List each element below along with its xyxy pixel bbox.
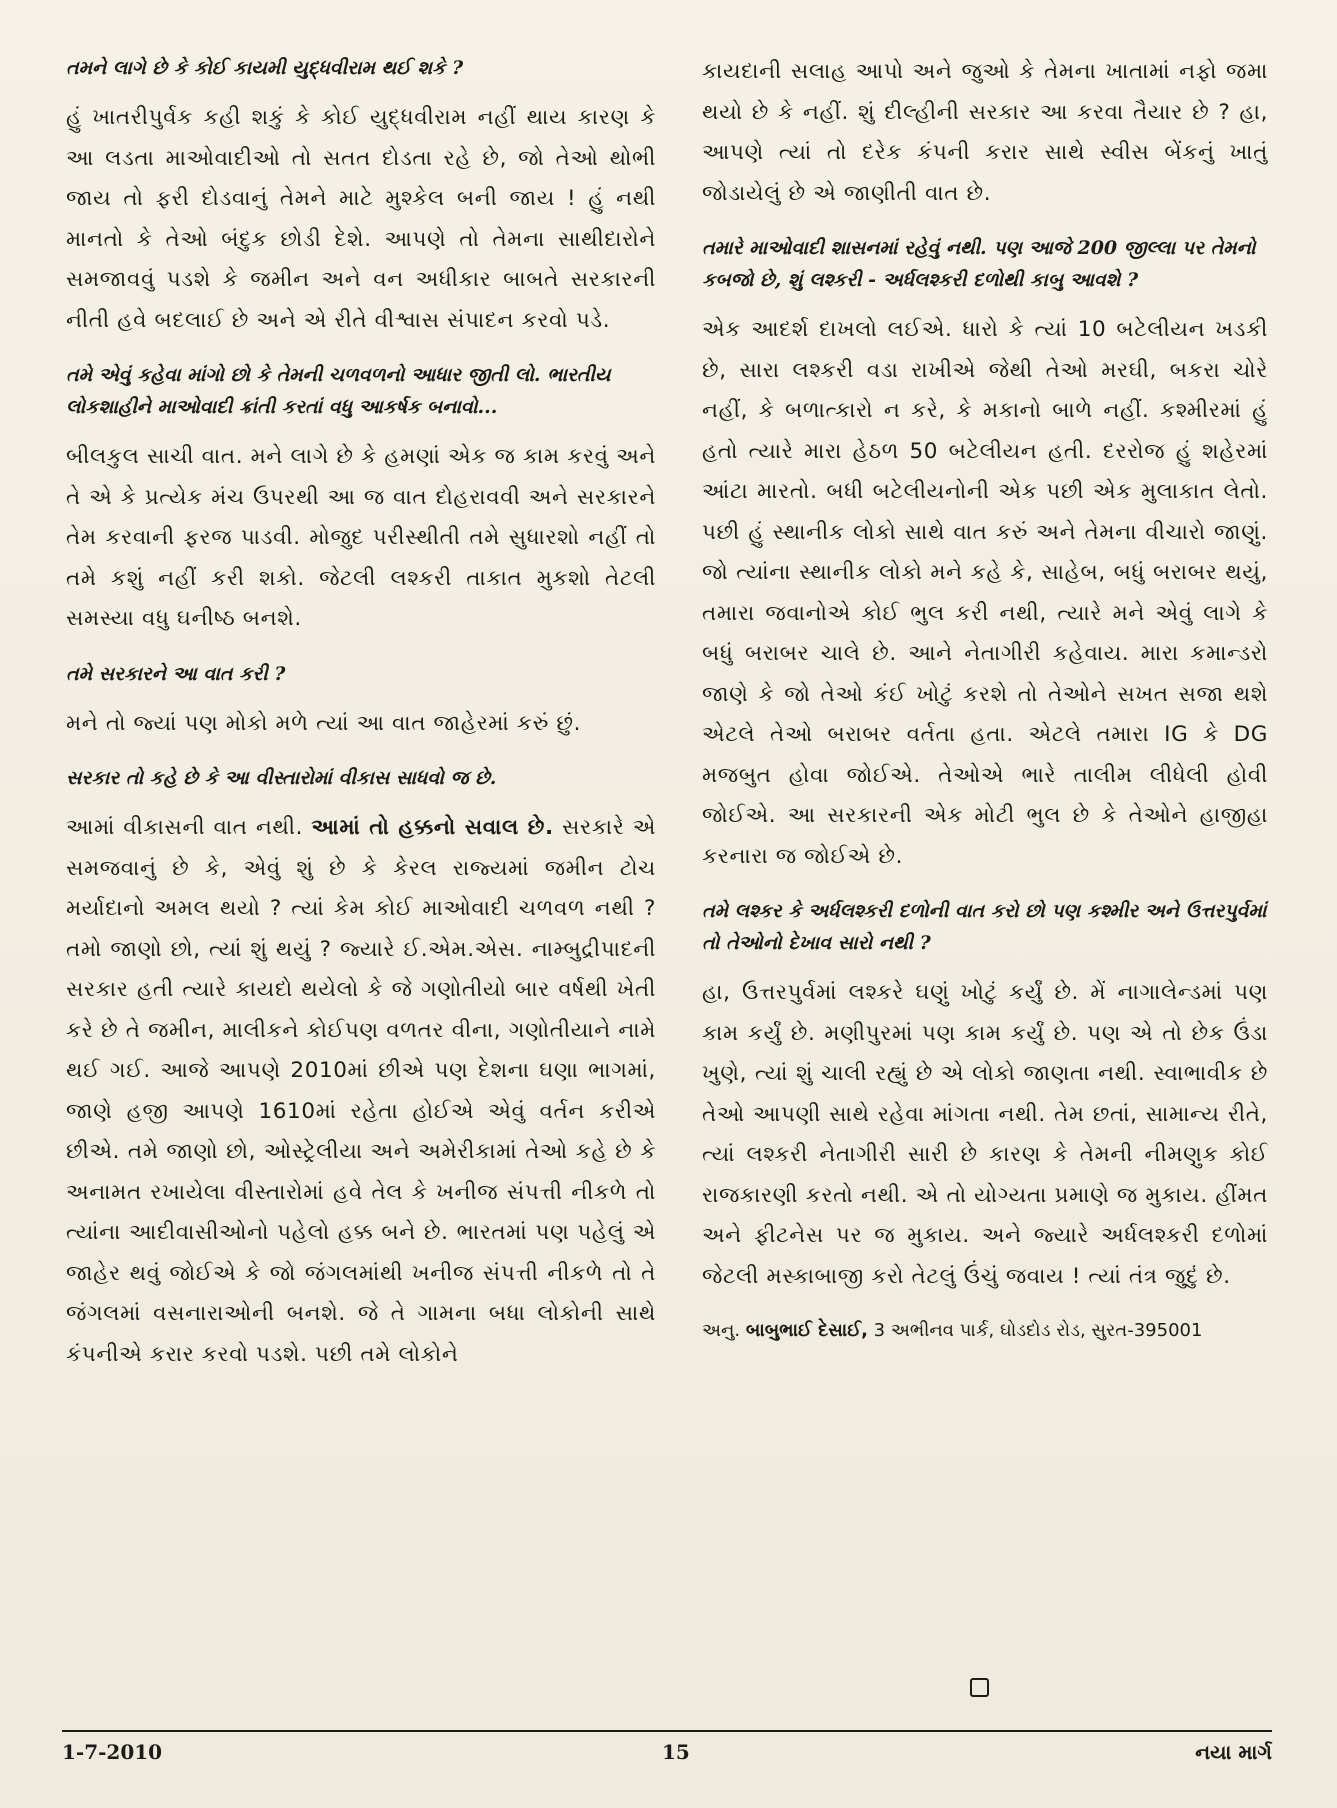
- answer-2: બીલકુલ સાચી વાત. મને લાગે છે કે હમણાં એક જ કામ કરવું અને તે એ કે પ્રત્યેક મંચ ઉપરથી આ જ વાત દોહરાવવી અને સરકારને તેમ કરવાની ફરજ પાડવી. મોજુદ પરીસ્થીતી તમે સુધારશો નહીં તો તમે કશું નહીં કરી શકો. જેટલી લશ્કરી તાકાત મુકશો તેટલી સમસ્યા વધુ ઘનીષ્ઠ બનશે.: [66, 444, 656, 631]
- left-column: [66, 52, 656, 1393]
- answer-5: એક આદર્શ દાખલો લઈએ. ધારો કે ત્યાં 10 બટેલીયન ખડકી છે, સારા લશ્કરી વડા રાખીએ જેથી તેઓ મરઘી, બકરા ચોરે નહીં, કે બળાત્કારો ન કરે, કે મકાનો બાળે નહીં. કશ્મીરમાં હું હતો ત્યારે મારા હેઠળ 50 બટેલીયન હતી. દરરોજ હું શહેરમાં આંટા મારતો. બધી બટેલીયનોની એક પછી એક મુલાકાત લેતો. પછી હું સ્થાનીક લોકો સાથે વાત કરું અને તેમના વીચારો જાણું. જો ત્યાંના સ્થાનીક લોકો મને કહે કે, સાહેબ, બધું બરાબર થયું, તમારા જવાનોએ કોઈ ભુલ કરી નથી, ત્યારે મને એવું લાગે કે બધું બરાબર ચાલે છે. આને નેતાગીરી કહેવાય. મારા કમાન્ડરો જાણે કે જો તેઓ કંઈ ખોટું કરશે તો તેઓને સખત સજા થશે એટલે તેઓ બરાબર વર્તતા હતા. એટલે તમારા IG કે DG મજબુત હોવા જોઈએ. તેઓએ ભારે તાલીમ લીધેલી હોવી જોઈએ. આ સરકારની એક મોટી ભુલ છે કે તેઓને હાજીહા કરનારા જ જોઈએ છે.: [702, 317, 1268, 869]
- answer-4-continued: કાયદાની સલાહ આપો અને જુઓ કે તેમના ખાતામાં નફો જમા થયો છે કે નહીં. શું દીલ્હીની સરકાર આ કરવા તૈયાર છે ? હા, આપણે ત્યાં તો દરેક કંપની કરાર સાથે સ્વીસ બેંકનું ખાતું જોડાયેલું છે એ જાણીતી વાત છે.: [702, 59, 1268, 206]
- answer-3: મને તો જ્યાં પણ મોકો મળે ત્યાં આ વાત જાહેરમાં કરું છું.: [66, 710, 582, 736]
- question-4: સરકાર તો કહે છે કે આ વીસ્તારોમાં વીકાસ સાધવો જ છે.: [66, 767, 497, 789]
- question-6: તમે લશ્કર કે અર્ધલશ્કરી દળોની વાત કરો છો પણ કશ્મીર અને ઉત્તરપુર્વમાં તો તેઓનો દેખાવ સારો નથી ?: [702, 900, 1267, 954]
- answer-4-bold: આમાં તો હક્કનો સવાલ છે.: [311, 815, 554, 840]
- question-5: તમારે માઓવાદી શાસનમાં રહેવું નથી. પણ આજે 200 જીલ્લા પર તેમનો કબજો છે, શું લશ્કરી - અર્ધલશ્કરી દળોથી કાબુ આવશે ?: [702, 237, 1256, 291]
- footer-divider: [62, 1730, 1272, 1732]
- answer-6: હા, ઉત્તરપુર્વમાં લશ્કરે ઘણું ખોટું કર્યું છે. મેં નાગાલેન્ડમાં પણ કામ કર્યું છે. મણીપુરમાં પણ કામ કર્યું છે. પણ એ તો છેક ઉંડા ખુણે, ત્યાં શું ચાલી રહ્યું છે એ લોકો જાણતા નથી. સ્વાભાવીક છે તેઓ આપણી સાથે રહેવા માંગતા નથી. તેમ છતાં, સામાન્ય રીતે, ત્યાં લશ્કરી નેતાગીરી સારી છે કારણ કે તેમની નીમણુક કોઈ રાજકારણી કરતો નથી. એ તો યોગ્યતા પ્રમાણે જ મુકાય. હીંમત અને ફીટનેસ પર જ મુકાય. અને જ્યારે અર્ધલશ્કરી દળોમાં જેટલી મસ્કાબાજી કરો તેટલું ઉંચું જવાય ! ત્યાં તંત્ર જુદું છે.: [702, 980, 1268, 1289]
- answer-4-rest: સરકારે એ સમજવાનું છે કે, એવું શું છે કે કેરલ રાજ્યમાં જમીન ટોચ મર્યાદાનો અમલ થયો ? ત્યાં કેમ કોઈ માઓવાદી ચળવળ નથી ? તમો જાણો છો, ત્યાં શું થયું ? જ્યારે ઈ.એમ.એસ. નામ્બુદ્રીપાદની સરકાર હતી ત્યારે કાયદો થયેલો કે જે ગણોતીયો બાર વર્ષથી ખેતી કરે છે તે જમીન, માલીકને કોઈપણ વળતર વીના, ગણોતીયાને નામે થઈ ગઈ. આજે આપણે 2010માં છીએ પણ દેશના ઘણા ભાગમાં, જાણે હજી આપણે 1610માં રહેતા હોઈએ એવું વર્તન કરીએ છીએ. તમે જાણો છો, ઓસ્ટ્રેલીયા અને અમેરીકામાં તેઓ કહે છે કે અનામત રખાયેલા વીસ્તારોમાં હવે તેલ કે ખનીજ સંપત્તી નીકળે તો ત્યાંના આદીવાસીઓનો પહેલો હક્ક બને છે. ભારતમાં પણ પહેલું એ જાહેર થવું જોઈએ કે જો જંગલમાંથી ખનીજ સંપત્તી નીકળે તો તે જંગલમાં વસનારાઓની બનશે. જે તે ગામના બધા લોકોની સાથે કંપનીએ કરાર કરવો પડશે. પછી તમે લોકોને: [66, 815, 657, 1367]
- end-of-article-square-icon: [970, 1678, 989, 1697]
- credit-address: 3 અભીનવ પાર્ક, ઘોડદોડ રોડ, સુરત-395001: [873, 1320, 1203, 1341]
- page-footer: [62, 1740, 1272, 1774]
- credit-name: બાબુભાઈ દેસાઈ,: [745, 1320, 868, 1341]
- answer-1: હું ખાતરીપુર્વક કહી શકું કે કોઈ યુદ્ધવીરામ નહીં થાય કારણ કે આ લડતા માઓવાદીઓ તો સતત દોડતા રહે છે, જો તેઓ થોભી જાય તો ફરી દોડવાનું તેમને માટે મુશ્કેલ બની જાય ! હું નથી માનતો કે તેઓ બંદુક છોડી દેશે. આપણે તો તેમના સાથીદારોને સમજાવવું પડશે કે જમીન અને વન અધીકાર બાબતે સરકારની નીતી હવે બદલાઈ છે અને એ રીતે વીશ્વાસ સંપાદન કરવો પડે.: [66, 105, 656, 333]
- question-1: તમને લાગે છે કે કોઈ કાયમી યુદ્ધવીરામ થઈ શકે ?: [66, 57, 464, 79]
- answer-4: [66, 808, 656, 1375]
- question-3: તમે સરકારને આ વાત કરી ?: [66, 662, 286, 685]
- question-2: તમે એવું કહેવા માંગો છો કે તેમની ચળવળનો આધાર જીતી લો. ભારતીય લોકશાહીને માઓવાદી ક્રાંતી કરતાં વધુ આકર્ષક બનાવો...: [66, 364, 611, 418]
- page-number: 15: [662, 1740, 690, 1764]
- issue-date: 1-7-2010: [62, 1740, 163, 1764]
- translator-credit: [702, 1315, 1268, 1347]
- answer-4-start: આમાં વીકાસની વાત નથી.: [66, 815, 304, 840]
- magazine-name: નયા માર્ગ: [1195, 1740, 1272, 1764]
- credit-prefix: અનુ.: [702, 1320, 741, 1341]
- right-column: [702, 52, 1268, 1347]
